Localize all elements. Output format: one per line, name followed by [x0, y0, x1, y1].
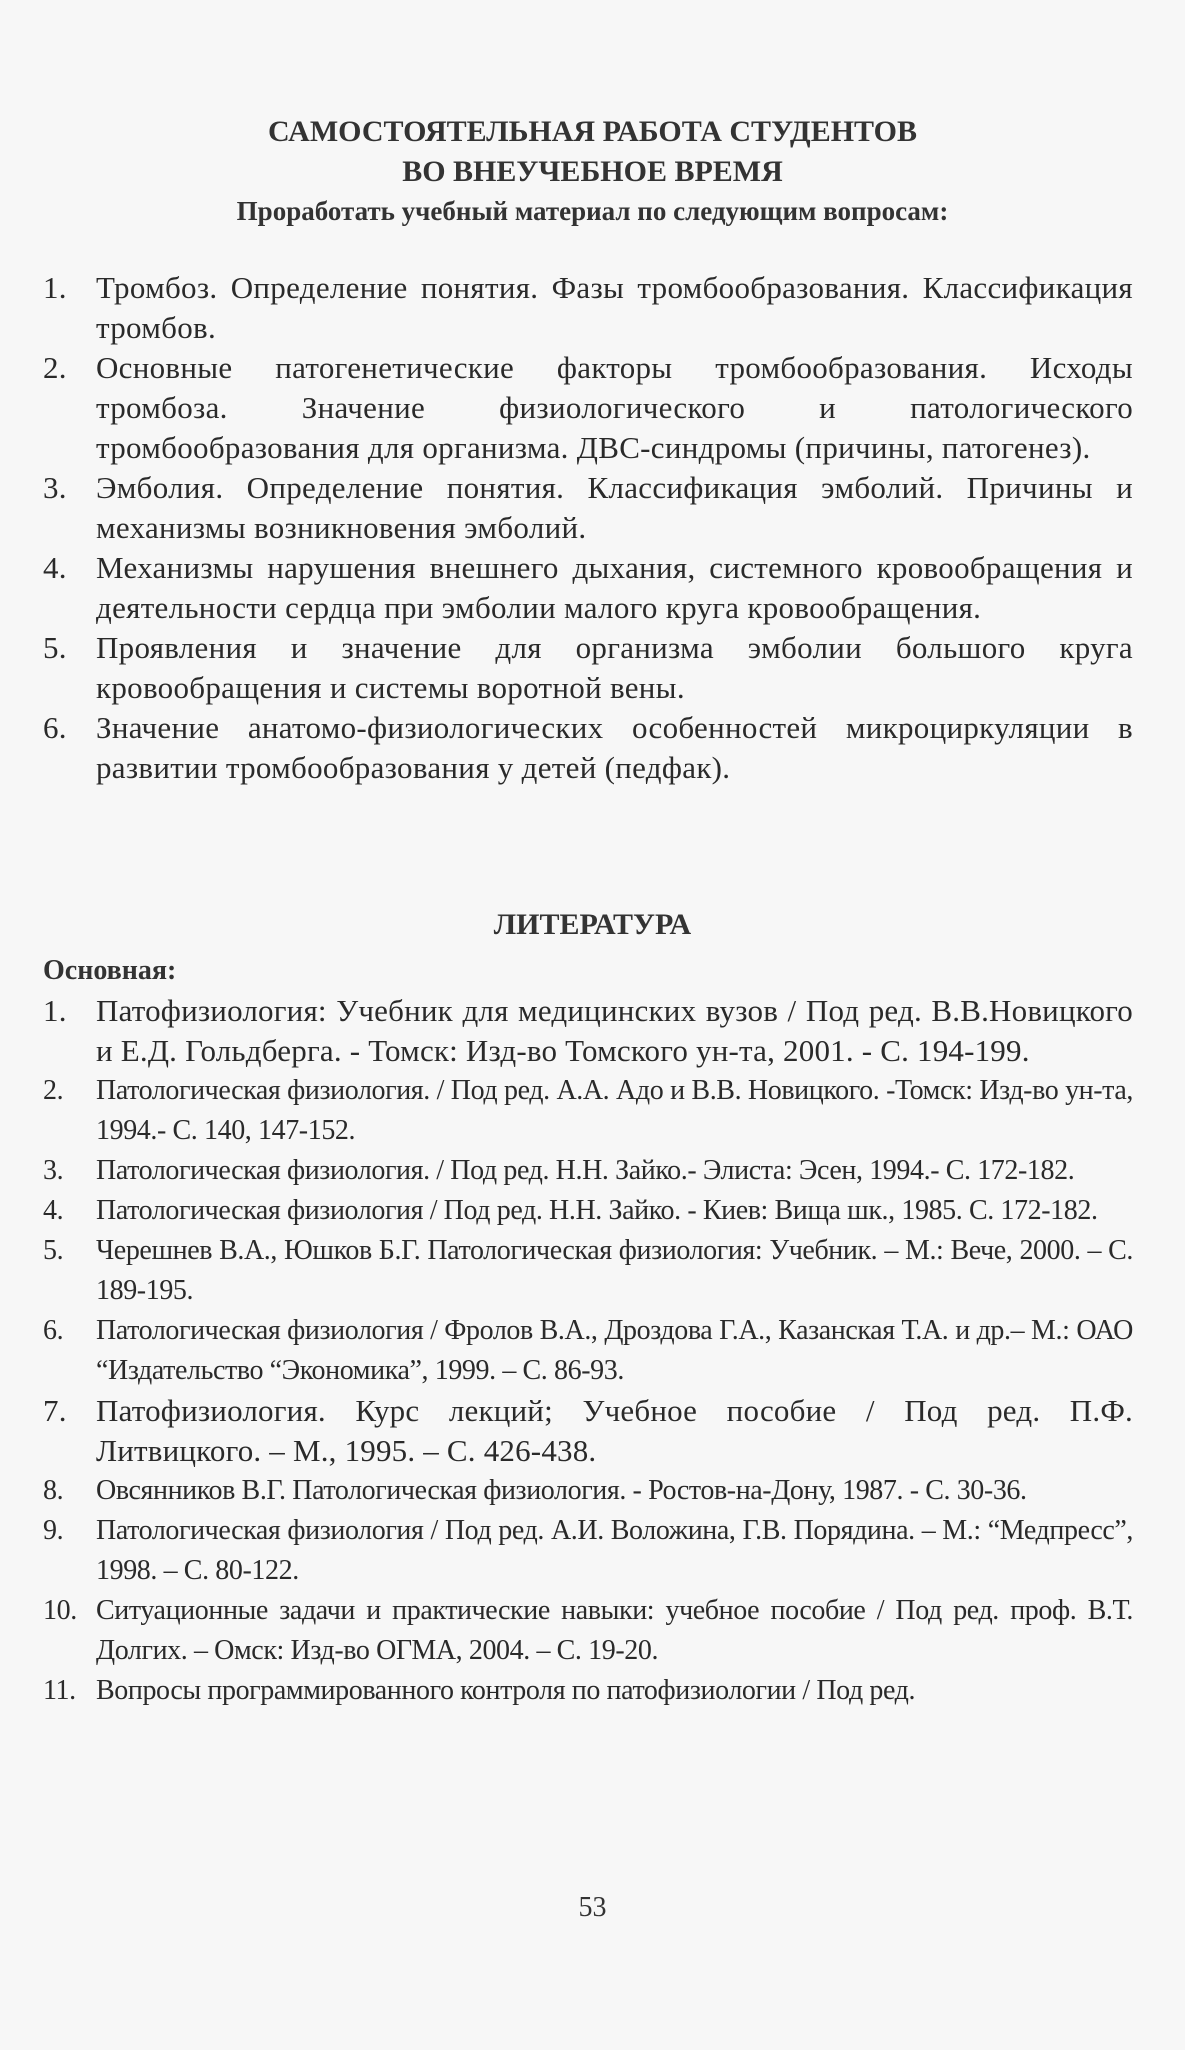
reference-text: Патологическая физиология / Под ред. А.И. Воложина, Г.В. Порядина. – М.: “Медпресс”, 1998. – С. 80-122. — [96, 1515, 1133, 1586]
section-subtitle: Проработать учебный материал по следующим вопросам: — [236, 196, 949, 226]
reference-text: Овсянников В.Г. Патологическая физиология. - Ростов-на-Дону, 1987. - С. 30-36. — [96, 1475, 1027, 1506]
question-number: 1. — [43, 270, 67, 305]
reference-number: 2. — [43, 1075, 64, 1106]
question-text: Основные патогенетические факторы тромбообразования. Исходы тромбоза. Значение физиологического и патологического тромбообразования для организма. ДВС-синдромы (причины, патогенез). — [96, 350, 1133, 465]
reference-item — [43, 1391, 1133, 1471]
reference-number: 11. — [43, 1675, 76, 1706]
reference-item — [43, 1311, 1133, 1391]
reference-item — [43, 1591, 1133, 1671]
literature-subtitle: Основная: — [43, 955, 177, 986]
reference-text: Патофизиология. Курс лекций; Учебное пособие / Под ред. П.Ф. Литвицкого. – М., 1995. – С. 426-438. — [96, 1393, 1133, 1468]
reference-item — [43, 1671, 1133, 1711]
reference-text: Патологическая физиология. / Под ред. Н.Н. Зайко.- Элиста: Эсен, 1994.- С. 172-182. — [96, 1155, 1075, 1186]
reference-item — [43, 1511, 1133, 1591]
reference-text: Патофизиология: Учебник для медицинских вузов / Под ред. В.В.Новицкого и Е.Д. Гольдберга. - Томск: Изд-во Томского ун-та, 2001. - С. 194-199. — [96, 993, 1133, 1068]
questions-list — [43, 268, 1133, 788]
question-text: Проявления и значение для организма эмболии большого круга кровообращения и системы воротной вены. — [96, 630, 1133, 705]
reference-text: Вопросы программированного контроля по патофизиологии / Под ред. — [96, 1675, 916, 1706]
question-text: Значение анатомо-физиологических особенностей микроциркуляции в развитии тромбообразования у детей (педфак). — [96, 710, 1133, 785]
reference-item — [43, 991, 1133, 1071]
reference-text: Черешнев В.А., Юшков Б.Г. Патологическая физиология: Учебник. – М.: Вече, 2000. – С. 189-195. — [96, 1235, 1133, 1306]
reference-number: 6. — [43, 1315, 64, 1346]
question-number: 3. — [43, 470, 67, 505]
reference-number: 5. — [43, 1235, 64, 1266]
reference-number: 7. — [43, 1393, 67, 1428]
title-line-1: САМОСТОЯТЕЛЬНАЯ РАБОТА СТУДЕНТОВ — [267, 115, 917, 148]
reference-text: Ситуационные задачи и практические навыки: учебное пособие / Под ред. проф. В.Т. Долгих. – Омск: Изд-во ОГМА, 2004. – С. 19-20. — [96, 1595, 1133, 1666]
reference-text: Патологическая физиология. / Под ред. А.А. Адо и В.В. Новицкого. -Томск: Изд-во ун-та, 1994.- С. 140, 147-152. — [96, 1075, 1133, 1146]
question-text: Эмболия. Определение понятия. Классификация эмболий. Причины и механизмы возникновения эмболий. — [96, 470, 1133, 545]
literature-list — [43, 991, 1133, 1711]
title-line-2: ВО ВНЕУЧЕБНОЕ ВРЕМЯ — [402, 155, 783, 188]
question-text: Тромбоз. Определение понятия. Фазы тромбообразования. Классификация тромбов. — [96, 270, 1133, 345]
reference-number: 10. — [43, 1595, 77, 1626]
page-number: 53 — [578, 1892, 607, 1923]
reference-item — [43, 1151, 1133, 1191]
question-number: 6. — [43, 710, 67, 745]
reference-item — [43, 1471, 1133, 1511]
reference-number: 3. — [43, 1155, 64, 1186]
reference-text: Патологическая физиология / Под ред. Н.Н. Зайко. - Киев: Вища шк., 1985. С. 172-182. — [96, 1195, 1098, 1226]
reference-item — [43, 1071, 1133, 1151]
question-number: 5. — [43, 630, 67, 665]
question-item — [43, 268, 1133, 348]
question-text: Механизмы нарушения внешнего дыхания, системного кровообращения и деятельности сердца при эмболии малого круга кровообращения. — [96, 550, 1133, 625]
reference-item — [43, 1231, 1133, 1311]
question-item — [43, 348, 1133, 468]
reference-number: 8. — [43, 1475, 64, 1506]
question-item — [43, 548, 1133, 628]
question-item — [43, 708, 1133, 788]
reference-number: 4. — [43, 1195, 64, 1226]
reference-text: Патологическая физиология / Фролов В.А., Дроздова Г.А., Казанская Т.А. и др.– М.: ОАО “Издательство “Экономика”, 1999. – С. 86-93. — [96, 1315, 1133, 1386]
literature-title: ЛИТЕРАТУРА — [493, 908, 692, 941]
question-number: 4. — [43, 550, 67, 585]
question-number: 2. — [43, 350, 67, 385]
question-item — [43, 628, 1133, 708]
section-title — [0, 112, 1185, 192]
reference-number: 9. — [43, 1515, 64, 1546]
reference-number: 1. — [43, 993, 67, 1028]
reference-item — [43, 1191, 1133, 1231]
question-item — [43, 468, 1133, 548]
